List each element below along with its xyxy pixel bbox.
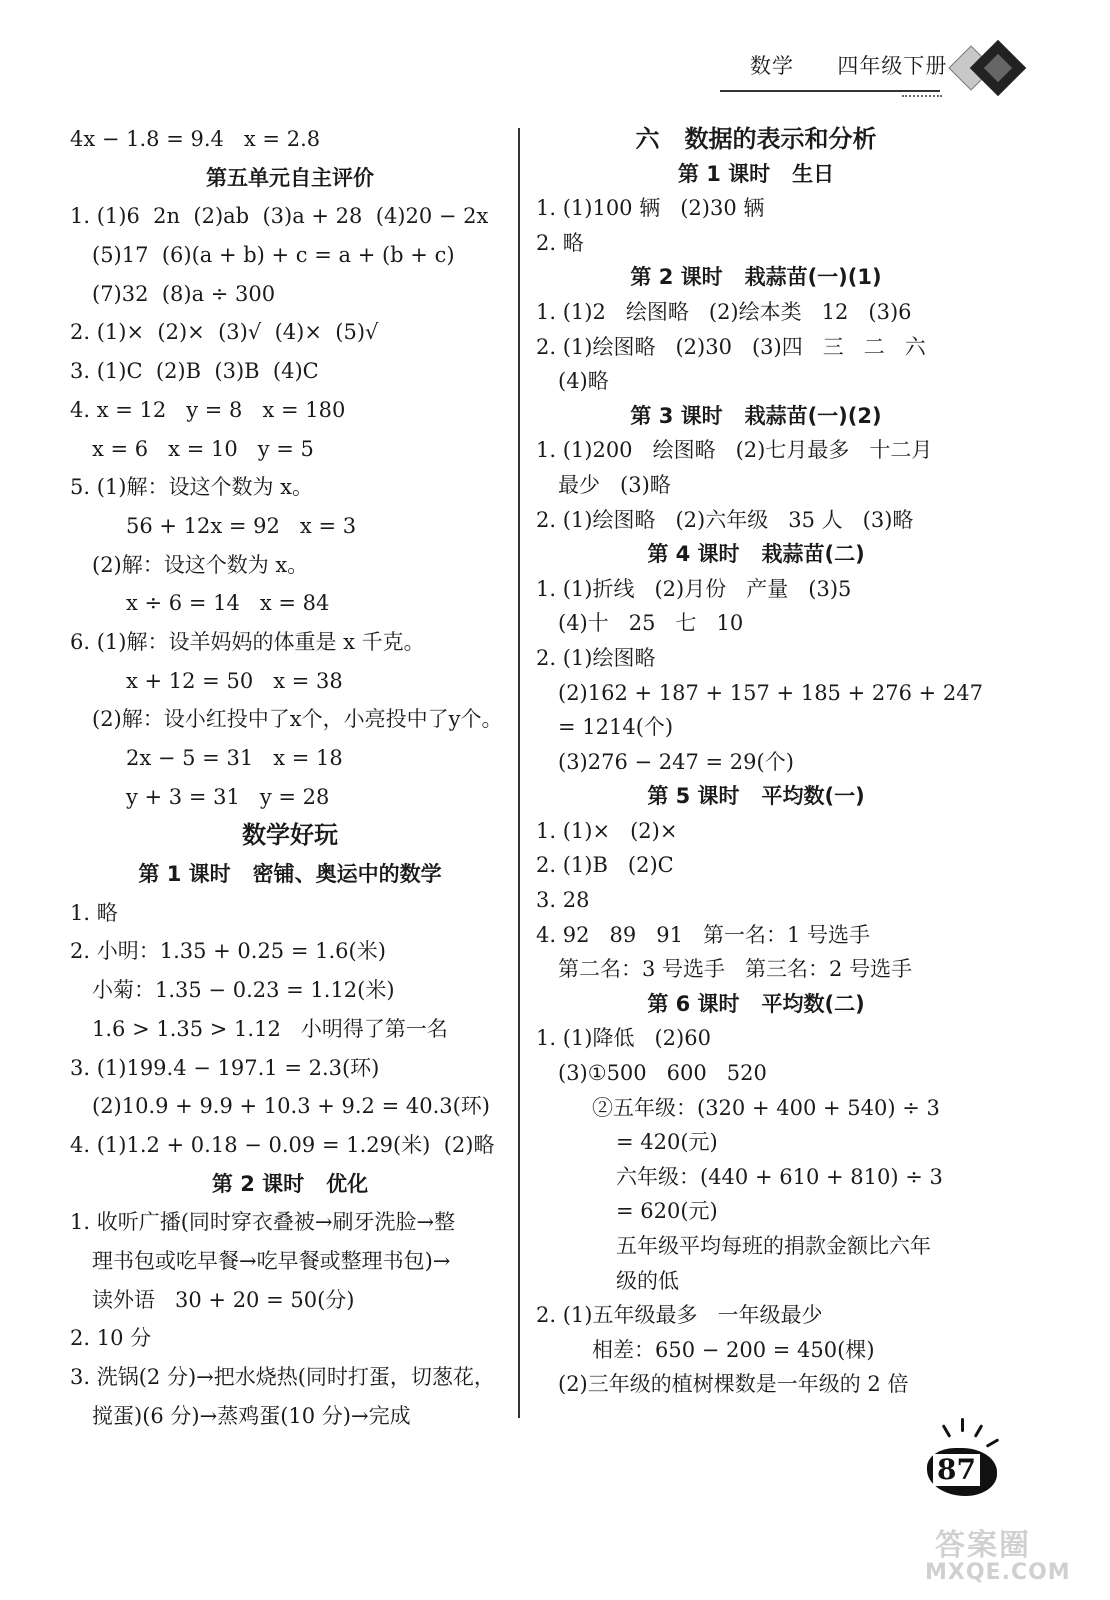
answer-line: 2. 10 分 (70, 1326, 152, 1351)
answer-line: 3. (1)C (2)B (3)B (4)C (70, 359, 319, 384)
answer-line: y + 3 = 31 y = 28 (126, 784, 330, 809)
answer-line: 1. (1)100 辆 (2)30 辆 (536, 196, 765, 221)
page-header (720, 40, 1050, 110)
answer-line: x ÷ 6 = 14 x = 84 (126, 591, 330, 616)
answer-line: 1. (1)6 2n (2)ab (3)a + 28 (4)20 − 2x (70, 204, 489, 229)
answer-line: 2. (1)五年级最多 一年级最少 (536, 1303, 823, 1328)
answer-line: (4)略 (558, 369, 609, 394)
section-heading: 第 2 课时 优化 (211, 1171, 369, 1196)
answer-line: 1. (1)2 绘图略 (2)绘本类 12 (3)6 (536, 299, 912, 324)
section-heading: 第 6 课时 平均数(二) (647, 991, 865, 1016)
answer-line: 1.6 > 1.35 > 1.12 小明得了第一名 (92, 1016, 448, 1041)
answer-line: 6. (1)解：设羊妈妈的体重是 x 千克。 (70, 629, 425, 654)
answer-line: (5)17 (6)(a + b) + c = a + (b + c) (92, 243, 455, 268)
answer-line: (2)10.9 + 9.9 + 10.3 + 9.2 = 40.3(环) (92, 1094, 490, 1119)
answer-line: 1. (1)200 绘图略 (2)七月最多 十二月 (536, 438, 933, 463)
answer-line: 5. (1)解：设这个数为 x。 (70, 475, 313, 500)
answer-line: 读外语 30 + 20 = 50(分) (92, 1287, 355, 1312)
answer-line: (3)①500 600 520 (558, 1061, 767, 1086)
answer-line: 2. 略 (536, 230, 584, 255)
page-number-badge (905, 1418, 1025, 1528)
answer-line: 1. (1)× (2)× (536, 818, 678, 843)
ray-decoration (961, 1418, 964, 1432)
answer-line: 理书包或吃早餐→吃早餐或整理书包)→ (92, 1248, 451, 1273)
column-divider (518, 128, 520, 1418)
watermark-url: MXQE.COM (925, 1560, 1071, 1585)
answer-line: ②五年级：(320 + 400 + 540) ÷ 3 (592, 1095, 940, 1120)
answer-line: 2. 小明：1.35 + 0.25 = 1.6(米) (70, 939, 386, 964)
answer-line: x + 12 = 50 x = 38 (126, 668, 343, 693)
section-heading: 第五单元自主评价 (206, 165, 374, 190)
answer-line: 2. (1)× (2)× (3)√ (4)× (5)√ (70, 320, 379, 345)
answer-line: 3. 28 (536, 888, 590, 913)
section-heading: 第 1 课时 密铺、奥运中的数学 (138, 862, 442, 887)
answer-line: = 620(元) (616, 1199, 718, 1224)
answer-line: = 420(元) (616, 1130, 718, 1155)
answer-line: 搅蛋)(6 分)→蒸鸡蛋(10 分)→完成 (92, 1403, 411, 1428)
left-column (70, 120, 510, 1435)
answer-line: 3. (1)199.4 − 197.1 = 2.3(环) (70, 1055, 380, 1080)
answer-line: 最少 (3)略 (558, 472, 671, 497)
ray-decoration (942, 1424, 952, 1438)
answer-line: 4. 92 89 91 第一名：1 号选手 (536, 922, 870, 947)
header-dots (902, 95, 942, 97)
answer-line: 56 + 12x = 92 x = 3 (126, 513, 357, 538)
answer-line: (2)解：设这个数为 x。 (92, 552, 309, 577)
answer-line: 1. 略 (70, 900, 118, 925)
page-number: 87 (933, 1454, 980, 1486)
section-heading: 第 4 课时 栽蒜苗(二) (647, 542, 865, 567)
answer-line: = 1214(个) (558, 715, 674, 740)
answer-line: (4)十 25 七 10 (558, 611, 744, 636)
header-title: 数学 四年级下册 (750, 54, 948, 78)
section-heading: 数学好玩 (242, 821, 338, 850)
answer-line: x = 6 x = 10 y = 5 (92, 436, 314, 461)
section-heading: 第 3 课时 栽蒜苗(一)(2) (630, 403, 882, 428)
answer-line: (2)解：设小红投中了x个，小亮投中了y个。 (92, 707, 503, 732)
right-column (536, 122, 983, 1402)
answer-line: 2. (1)绘图略 (2)六年级 35 人 (3)略 (536, 507, 914, 532)
answer-line: 4. (1)1.2 + 0.18 − 0.09 = 1.29(米) (2)略 (70, 1132, 495, 1157)
header-rule (720, 90, 940, 92)
answer-line: (2)162 + 187 + 157 + 185 + 276 + 247 (558, 680, 983, 705)
answer-line: 第二名：3 号选手 第三名：2 号选手 (558, 957, 913, 982)
watermark-text: 答案圈 (935, 1528, 1031, 1563)
section-heading: 六 数据的表示和分析 (635, 125, 877, 153)
answer-line: (7)32 (8)a ÷ 300 (92, 281, 276, 306)
answer-line: (3)276 − 247 = 29(个) (558, 749, 794, 774)
answer-line: 六年级：(440 + 610 + 810) ÷ 3 (616, 1164, 943, 1189)
section-heading: 第 1 课时 生日 (677, 161, 835, 186)
answer-line: (2)三年级的植树棵数是一年级的 2 倍 (558, 1372, 909, 1397)
section-heading: 第 2 课时 栽蒜苗(一)(1) (630, 265, 882, 290)
answer-line: 4. x = 12 y = 8 x = 180 (70, 397, 346, 422)
section-heading: 第 5 课时 平均数(一) (647, 784, 865, 809)
answer-line: 五年级平均每班的捐款金额比六年 (616, 1234, 931, 1258)
answer-line: 小菊：1.35 − 0.23 = 1.12(米) (92, 978, 395, 1003)
answer-line: 级的低 (616, 1268, 679, 1293)
answer-line: 2. (1)绘图略 (2)30 (3)四 三 二 六 (536, 334, 926, 359)
answer-line: 2x − 5 = 31 x = 18 (126, 746, 343, 770)
answer-line: 2. (1)绘图略 (536, 645, 656, 670)
answer-line: 4x − 1.8 = 9.4 x = 2.8 (70, 127, 321, 151)
answer-line: 2. (1)B (2)C (536, 853, 674, 878)
answer-line: 相差：650 − 200 = 450(棵) (592, 1337, 875, 1362)
answer-line: 1. 收听广播(同时穿衣叠被→刷牙洗脸→整 (70, 1210, 456, 1235)
answer-line: 3. 洗锅(2 分)→把水烧热(同时打蛋，切葱花， (70, 1365, 495, 1389)
answer-line: 1. (1)降低 (2)60 (536, 1026, 711, 1051)
ray-decoration (974, 1424, 984, 1438)
answer-line: 1. (1)折线 (2)月份 产量 (3)5 (536, 576, 852, 601)
ray-decoration (986, 1438, 1000, 1448)
